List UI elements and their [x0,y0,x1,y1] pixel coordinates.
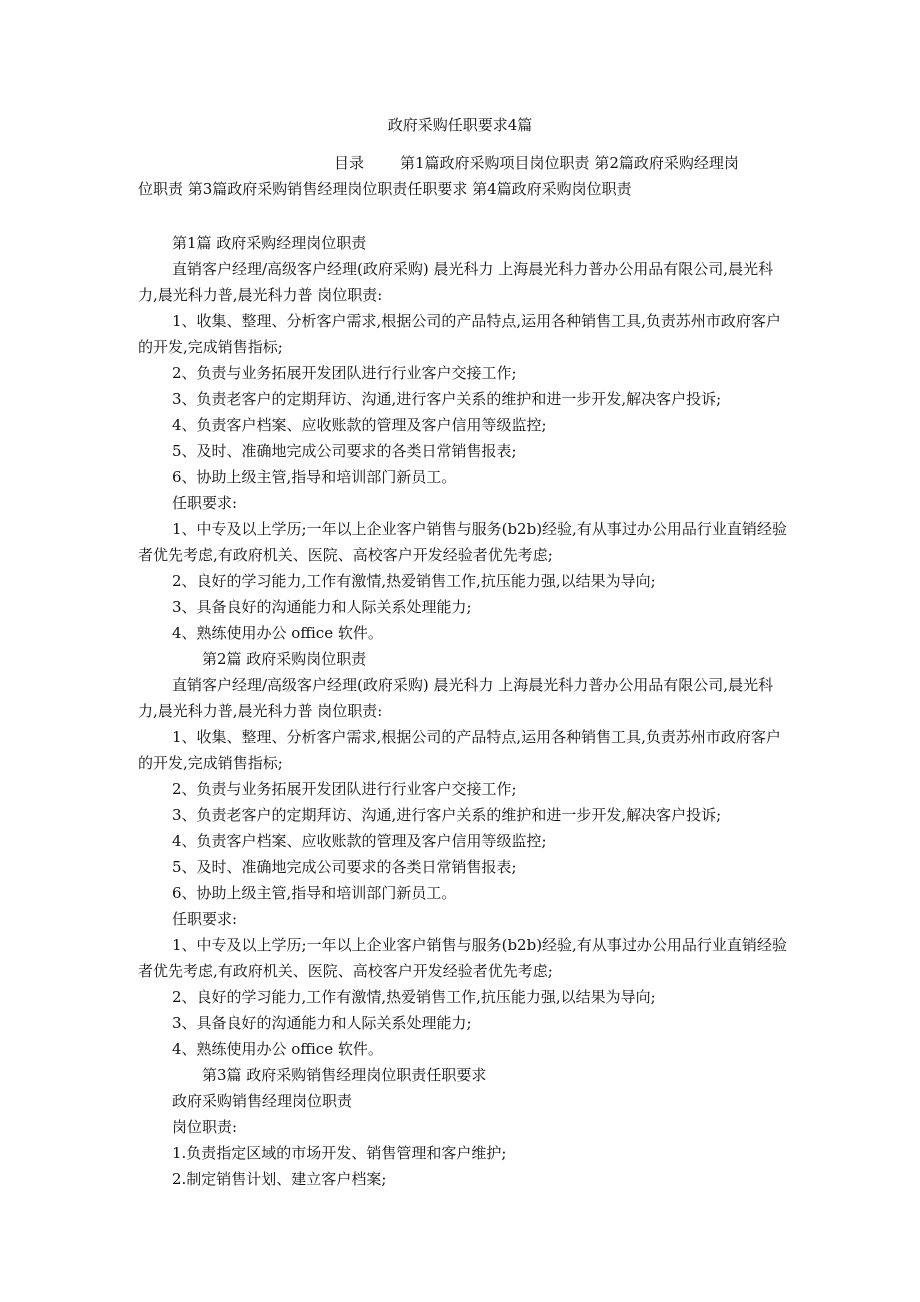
section-3-heading: 第3篇 政府采购销售经理岗位职责任职要求 [202,1066,487,1084]
toc-entries-1: 第1篇政府采购项目岗位职责 第2篇政府采购经理岗 [400,154,739,172]
toc-line-1 [138,150,786,176]
section-2-requirement: 4、熟练使用办公 office 软件。 [172,1040,383,1058]
section-1-duty: 5、及时、准确地完成公司要求的各类日常销售报表; [172,442,517,460]
section-2-intro: 直销客户经理/高级客户经理(政府采购) 晨光科力 上海晨光科力普办公用品有限公司,晨光科力,晨光科力普,晨光科力普 岗位职责: [138,676,774,720]
section-2-duty: 5、及时、准确地完成公司要求的各类日常销售报表; [172,858,517,876]
section-1-duty: 1、收集、整理、分析客户需求,根据公司的产品特点,运用各种销售工具,负责苏州市政府客户的开发,完成销售指标; [138,312,781,356]
section-3-duty-label: 岗位职责: [172,1118,238,1136]
section-1-duty: 6、协助上级主管,指导和培训部门新员工。 [172,468,457,486]
section-1-duty: 2、负责与业务拓展开发团队进行行业客户交接工作; [172,364,517,382]
section-1-heading: 第1篇 政府采购经理岗位职责 [172,234,367,252]
section-2-duty: 1、收集、整理、分析客户需求,根据公司的产品特点,运用各种销售工具,负责苏州市政府客户的开发,完成销售指标; [138,728,781,772]
section-2-requirements-label: 任职要求: [172,910,238,928]
section-1-requirement: 1、中专及以上学历;一年以上企业客户销售与服务(b2b)经验,有从事过办公用品行业直销经验者优先考虑,有政府机关、医院、高校客户开发经验者优先考虑; [138,520,787,564]
section-2-requirement: 3、具备良好的沟通能力和人际关系处理能力; [172,1014,472,1032]
section-1-requirement: 2、良好的学习能力,工作有激情,热爱销售工作,抗压能力强,以结果为导向; [172,572,656,590]
section-2-heading: 第2篇 政府采购岗位职责 [202,650,367,668]
section-1-duty: 3、负责老客户的定期拜访、沟通,进行客户关系的维护和进一步开发,解决客户投诉; [172,390,722,408]
section-1-duty: 4、负责客户档案、应收账款的管理及客户信用等级监控; [172,416,547,434]
toc-label: 目录 [334,154,365,172]
document-title: 政府采购任职要求4篇 [387,116,533,134]
section-1-requirement: 4、熟练使用办公 office 软件。 [172,624,383,642]
document-body [138,230,788,1192]
section-2-duty: 4、负责客户档案、应收账款的管理及客户信用等级监控; [172,832,547,850]
section-2-duty: 6、协助上级主管,指导和培训部门新员工。 [172,884,457,902]
table-of-contents [138,150,786,202]
section-3-duty: 1.负责指定区域的市场开发、销售管理和客户维护; [172,1144,507,1162]
section-1-requirement: 3、具备良好的沟通能力和人际关系处理能力; [172,598,472,616]
section-3-subtitle: 政府采购销售经理岗位职责 [172,1092,353,1110]
section-1-requirements-label: 任职要求: [172,494,238,512]
section-2-requirement: 1、中专及以上学历;一年以上企业客户销售与服务(b2b)经验,有从事过办公用品行业直销经验者优先考虑,有政府机关、医院、高校客户开发经验者优先考虑; [138,936,787,980]
section-2-duty: 2、负责与业务拓展开发团队进行行业客户交接工作; [172,780,517,798]
section-3-duty: 2.制定销售计划、建立客户档案; [172,1170,387,1188]
section-2-duty: 3、负责老客户的定期拜访、沟通,进行客户关系的维护和进一步开发,解决客户投诉; [172,806,722,824]
section-1-intro: 直销客户经理/高级客户经理(政府采购) 晨光科力 上海晨光科力普办公用品有限公司,晨光科力,晨光科力普,晨光科力普 岗位职责: [138,260,774,304]
toc-line-2: 位职责 第3篇政府采购销售经理岗位职责任职要求 第4篇政府采购岗位职责 [138,180,632,198]
section-2-requirement: 2、良好的学习能力,工作有激情,热爱销售工作,抗压能力强,以结果为导向; [172,988,656,1006]
